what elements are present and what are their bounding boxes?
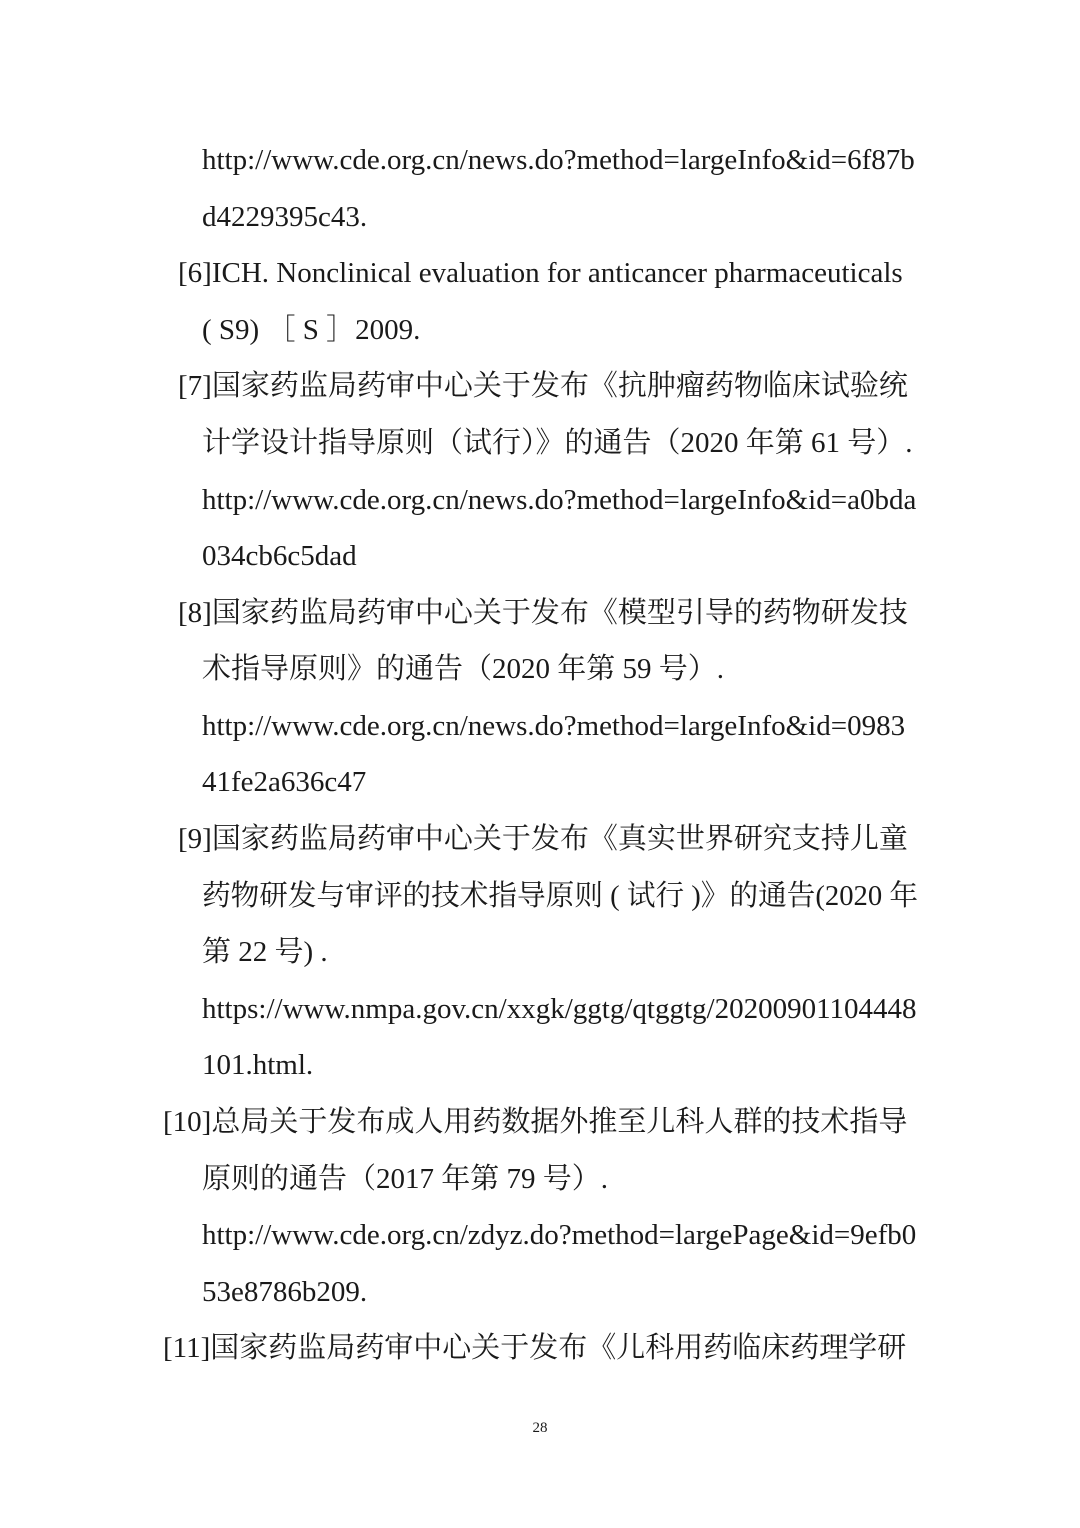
- reference-url-line: 034cb6c5dad: [202, 540, 357, 572]
- reference-7: [7]国家药监局药审中心关于发布《抗肿瘤药物临床试验统: [178, 370, 908, 402]
- reference-url-line: 41fe2a636c47: [202, 766, 367, 798]
- reference-url-line: d4229395c43.: [202, 201, 368, 233]
- reference-url-line: 53e8786b209.: [202, 1276, 368, 1308]
- reference-url-line: https://www.nmpa.gov.cn/xxgk/ggtg/qtggtg/20200901104448: [202, 993, 917, 1025]
- reference-line: 原则的通告（2017 年第 79 号）.: [202, 1163, 609, 1195]
- reference-url-line: http://www.cde.org.cn/news.do?method=largeInfo&id=6f87b: [202, 144, 915, 176]
- reference-6: [6]ICH. Nonclinical evaluation for anticancer pharmaceuticals: [178, 257, 903, 289]
- reference-11: [11]国家药监局药审中心关于发布《儿科用药临床药理学研: [163, 1332, 907, 1364]
- page-number: 28: [532, 1420, 548, 1436]
- reference-8: [8]国家药监局药审中心关于发布《模型引导的药物研发技: [178, 597, 908, 629]
- reference-line: ( S9) ［ S ］2009.: [202, 314, 421, 346]
- reference-line: 计学设计指导原则（试行）》的通告（2020 年第 61 号）.: [202, 427, 913, 459]
- reference-url-line: 101.html.: [202, 1049, 314, 1081]
- reference-9: [9]国家药监局药审中心关于发布《真实世界研究支持儿童: [178, 823, 908, 855]
- reference-line: 第 22 号) .: [202, 936, 328, 968]
- reference-url-line: http://www.cde.org.cn/news.do?method=largeInfo&id=0983: [202, 710, 906, 742]
- reference-url-line: http://www.cde.org.cn/news.do?method=largeInfo&id=a0bda: [202, 484, 917, 516]
- reference-line: 术指导原则》的通告（2020 年第 59 号）.: [202, 653, 725, 685]
- reference-line: 药物研发与审评的技术指导原则 ( 试行 )》的通告(2020 年: [202, 880, 918, 912]
- reference-10: [10]总局关于发布成人用药数据外推至儿科人群的技术指导: [163, 1106, 908, 1138]
- reference-url-line: http://www.cde.org.cn/zdyz.do?method=largePage&id=9efb0: [202, 1219, 917, 1251]
